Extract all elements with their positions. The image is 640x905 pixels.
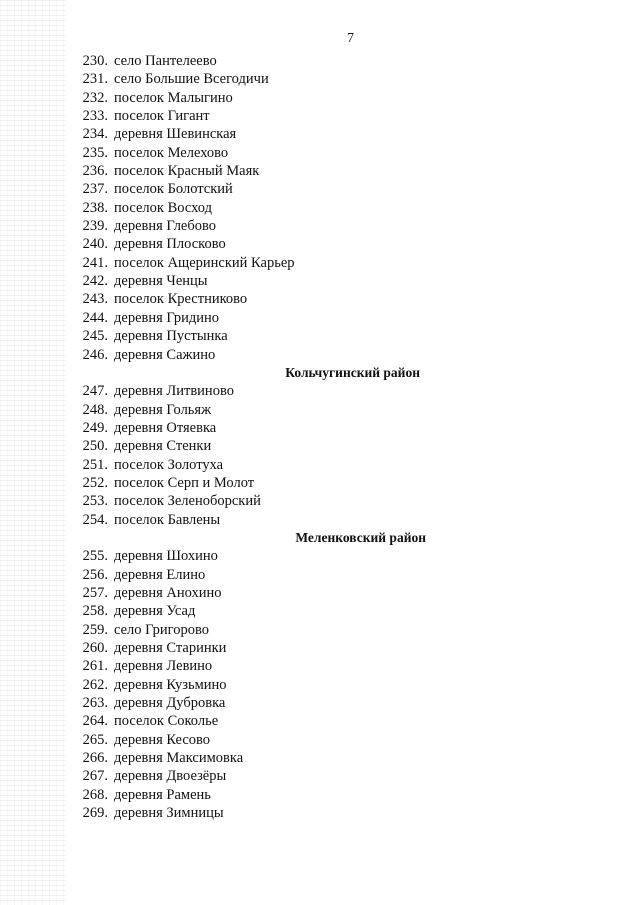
settlement-name: поселок Болотский [114, 181, 233, 198]
settlement-name: деревня Плосково [114, 236, 226, 253]
list-item [0, 180, 640, 198]
settlement-name: село Григорово [114, 621, 209, 638]
settlement-name: деревня Кесово [114, 731, 210, 748]
list-item [0, 547, 640, 565]
list-item [0, 125, 640, 143]
settlement-name: поселок Мелехово [114, 144, 229, 161]
item-number: 236. [82, 163, 108, 180]
list-item [0, 767, 640, 785]
item-number: 243. [82, 291, 108, 308]
settlement-name: поселок Крестниково [114, 291, 248, 308]
settlement-name: поселок Серп и Молот [114, 474, 255, 491]
list-item [0, 511, 640, 529]
list-item [0, 346, 640, 364]
list-item [0, 89, 640, 107]
item-number: 249. [82, 419, 108, 436]
list-item [0, 70, 640, 88]
item-number: 265. [82, 731, 108, 748]
list-item [0, 657, 640, 675]
item-number: 259. [82, 621, 108, 638]
settlement-name: поселок Бавлены [114, 511, 221, 528]
list-item [0, 327, 640, 345]
list-item [0, 144, 640, 162]
item-number: 237. [82, 181, 108, 198]
list-item [0, 639, 640, 657]
list-item [0, 107, 640, 125]
settlement-name: поселок Золотуха [114, 456, 224, 473]
item-number: 255. [82, 548, 108, 565]
list-item [0, 621, 640, 639]
item-number: 251. [82, 456, 108, 473]
item-number: 252. [82, 474, 108, 491]
settlement-name: деревня Зимницы [114, 805, 224, 822]
item-number: 250. [82, 438, 108, 455]
settlement-name: деревня Двоезёры [114, 768, 227, 785]
settlement-name: поселок Соколье [114, 713, 219, 730]
item-number: 233. [82, 108, 108, 125]
item-number: 247. [82, 383, 108, 400]
list-item [0, 199, 640, 217]
settlement-name: деревня Гридино [114, 309, 220, 326]
district-heading [0, 364, 640, 382]
item-number: 257. [82, 584, 108, 601]
item-number: 240. [82, 236, 108, 253]
item-number: 230. [82, 53, 108, 69]
item-number: 260. [82, 640, 108, 656]
list-item [0, 602, 640, 620]
list-item [0, 474, 640, 492]
settlement-name: деревня Левино [114, 658, 213, 675]
list-item [0, 254, 640, 272]
list-item [0, 749, 640, 767]
item-number: 253. [82, 493, 108, 510]
settlement-name: село Пантелеево [114, 53, 217, 69]
list-item [0, 694, 640, 712]
district-name: Меленковский район [295, 529, 426, 545]
item-number: 239. [82, 218, 108, 235]
list-item [0, 566, 640, 584]
settlement-name: деревня Сажино [114, 346, 216, 363]
item-number: 241. [82, 254, 108, 271]
list-item [0, 584, 640, 602]
settlement-name: деревня Глебово [114, 218, 216, 235]
settlement-name: деревня Литвиново [114, 383, 234, 400]
list-item [0, 309, 640, 327]
item-number: 269. [82, 805, 108, 822]
list-item [0, 401, 640, 419]
settlement-name: деревня Дубровка [114, 695, 226, 712]
list-item [0, 162, 640, 180]
item-number: 235. [82, 144, 108, 161]
list-item [0, 217, 640, 235]
item-number: 254. [82, 511, 108, 528]
settlement-name: деревня Ченцы [114, 273, 208, 290]
item-number: 234. [82, 126, 108, 143]
item-number: 244. [82, 309, 108, 326]
list-item [0, 290, 640, 308]
settlement-name: поселок Гигант [114, 108, 210, 125]
item-number: 248. [82, 401, 108, 418]
settlement-name: деревня Шохино [114, 548, 218, 565]
item-number: 231. [82, 71, 108, 88]
settlement-name: деревня Отяевка [114, 419, 217, 436]
list-item [0, 676, 640, 694]
list-item [0, 235, 640, 253]
list-item [0, 456, 640, 474]
settlement-name: деревня Пустынка [114, 328, 228, 345]
settlement-name: поселок Малыгино [114, 89, 233, 106]
item-number: 245. [82, 328, 108, 345]
settlement-name: деревня Кузьмино [114, 676, 227, 693]
item-number: 246. [82, 346, 108, 363]
settlement-name: поселок Восход [114, 199, 213, 216]
district-name: Кольчугинский район [285, 364, 420, 380]
district-heading [0, 529, 640, 547]
settlement-name: деревня Стенки [114, 438, 212, 455]
list-item [0, 382, 640, 400]
list-item [0, 731, 640, 749]
item-number: 242. [82, 273, 108, 290]
item-number: 262. [82, 676, 108, 693]
settlement-name: деревня Шевинская [114, 126, 237, 143]
item-number: 258. [82, 603, 108, 620]
list-item [0, 712, 640, 730]
settlement-name: деревня Рамень [114, 786, 211, 803]
list-item [0, 786, 640, 804]
settlement-name: деревня Анохино [114, 584, 222, 601]
settlement-name: деревня Максимовка [114, 750, 244, 767]
list-item [0, 52, 640, 70]
settlement-name: село Большие Всегодичи [114, 71, 269, 88]
item-number: 264. [82, 713, 108, 730]
settlement-name: поселок Зеленоборский [114, 493, 261, 510]
settlement-name: поселок Красный Маяк [114, 163, 260, 180]
list-item [0, 272, 640, 290]
list-item [0, 419, 640, 437]
list-item [0, 437, 640, 455]
list-item [0, 804, 640, 822]
item-number: 267. [82, 768, 108, 785]
item-number: 263. [82, 695, 108, 712]
item-number: 266. [82, 750, 108, 767]
list-item [0, 492, 640, 510]
settlement-name: деревня Усад [114, 603, 196, 620]
settlement-list [0, 52, 640, 822]
settlement-name: деревня Старинки [114, 640, 227, 656]
item-number: 261. [82, 658, 108, 675]
settlement-name: деревня Елино [114, 566, 206, 583]
settlement-name: деревня Гольяж [114, 401, 212, 418]
item-number: 232. [82, 89, 108, 106]
item-number: 268. [82, 786, 108, 803]
item-number: 256. [82, 566, 108, 583]
item-number: 238. [82, 199, 108, 216]
settlement-name: поселок Ащеринский Карьер [114, 254, 295, 271]
page-number: 7 [347, 31, 354, 46]
